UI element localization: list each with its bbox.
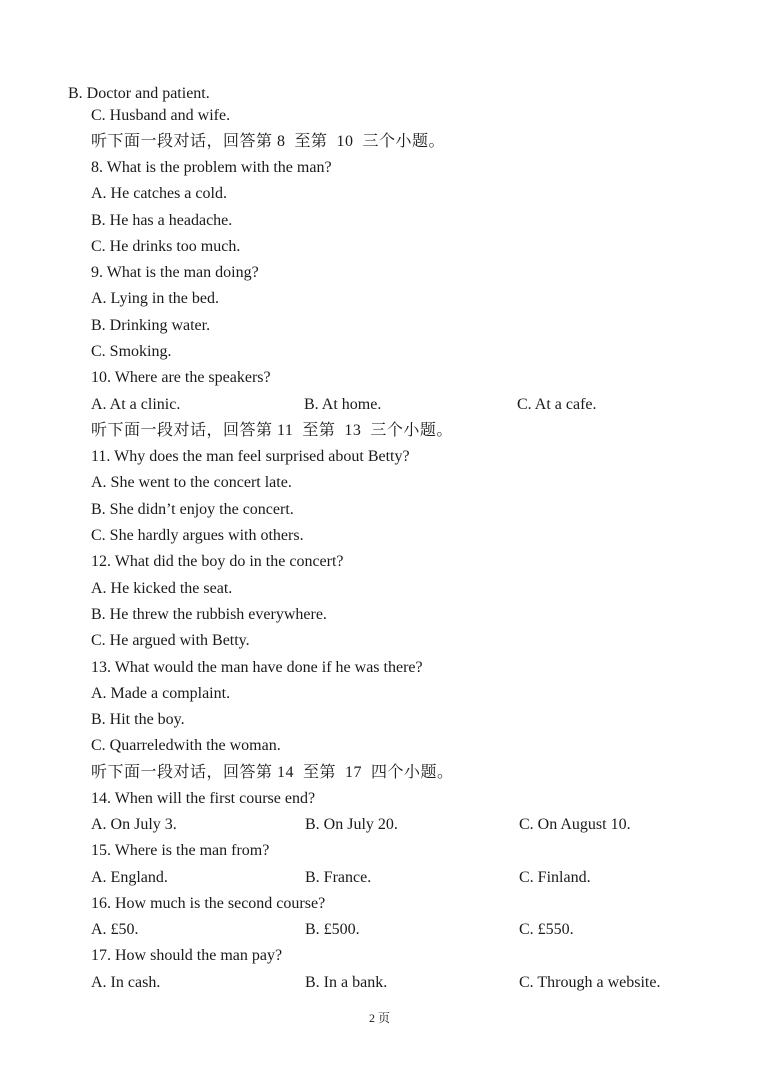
option-text: A. In cash. xyxy=(91,974,161,991)
option-text: B. In a bank. xyxy=(305,974,388,991)
option-text: B. At home. xyxy=(304,396,382,413)
option-text: A. He kicked the seat. xyxy=(91,580,233,597)
option-text: A. He catches a cold. xyxy=(91,185,227,202)
option-text: B. £500. xyxy=(305,921,360,938)
question-text: 12. What did the boy do in the concert? xyxy=(91,553,344,570)
option-text: A. Made a complaint. xyxy=(91,685,231,702)
section-instruction: 听下面一段对话，回答第 11 至第 13 三个小题。 xyxy=(91,422,453,439)
option-text: B. He has a headache. xyxy=(91,212,233,229)
page-number: 2 页 xyxy=(368,1011,390,1025)
option-text: B. Drinking water. xyxy=(91,317,211,334)
question-text: 17. How should the man pay? xyxy=(91,947,283,964)
option-text: C. £550. xyxy=(519,921,574,938)
option-text: A. England. xyxy=(91,869,168,886)
option-text: C. Through a website. xyxy=(519,974,661,991)
option-text: C. He argued with Betty. xyxy=(91,632,250,649)
option-text: C. Husband and wife. xyxy=(91,107,231,124)
question-text: 16. How much is the second course? xyxy=(91,895,326,912)
option-text: C. She hardly argues with others. xyxy=(91,527,304,544)
option-text: C. Quarreledwith the woman. xyxy=(91,737,281,754)
option-text: A. She went to the concert late. xyxy=(91,474,292,491)
option-text: A. £50. xyxy=(91,921,139,938)
section-instruction: 听下面一段对话，回答第 8 至第 10 三个小题。 xyxy=(91,133,446,150)
option-text: A. At a clinic. xyxy=(91,396,181,413)
question-text: 8. What is the problem with the man? xyxy=(91,159,332,176)
question-text: 9. What is the man doing? xyxy=(91,264,259,281)
option-text: C. On August 10. xyxy=(519,816,631,833)
option-text: B. On July 20. xyxy=(305,816,398,833)
option-text: B. France. xyxy=(305,869,372,886)
section-instruction: 听下面一段对话，回答第 14 至第 17 四个小题。 xyxy=(91,764,454,781)
option-text: B. She didn’t enjoy the concert. xyxy=(91,501,294,518)
option-text: C. Smoking. xyxy=(91,343,172,360)
question-text: 13. What would the man have done if he was there? xyxy=(91,659,423,676)
option-text: C. Finland. xyxy=(519,869,591,886)
question-text: 15. Where is the man from? xyxy=(91,842,270,859)
option-text: B. He threw the rubbish everywhere. xyxy=(91,606,327,623)
option-text: A. Lying in the bed. xyxy=(91,290,219,307)
option-text: A. On July 3. xyxy=(91,816,177,833)
option-text: B. Doctor and patient. xyxy=(68,85,210,102)
option-text: C. At a cafe. xyxy=(517,396,597,413)
option-text: B. Hit the boy. xyxy=(91,711,185,728)
option-text: C. He drinks too much. xyxy=(91,238,241,255)
question-text: 10. Where are the speakers? xyxy=(91,369,271,386)
question-text: 14. When will the first course end? xyxy=(91,790,316,807)
question-text: 11. Why does the man feel surprised about Betty? xyxy=(91,448,410,465)
